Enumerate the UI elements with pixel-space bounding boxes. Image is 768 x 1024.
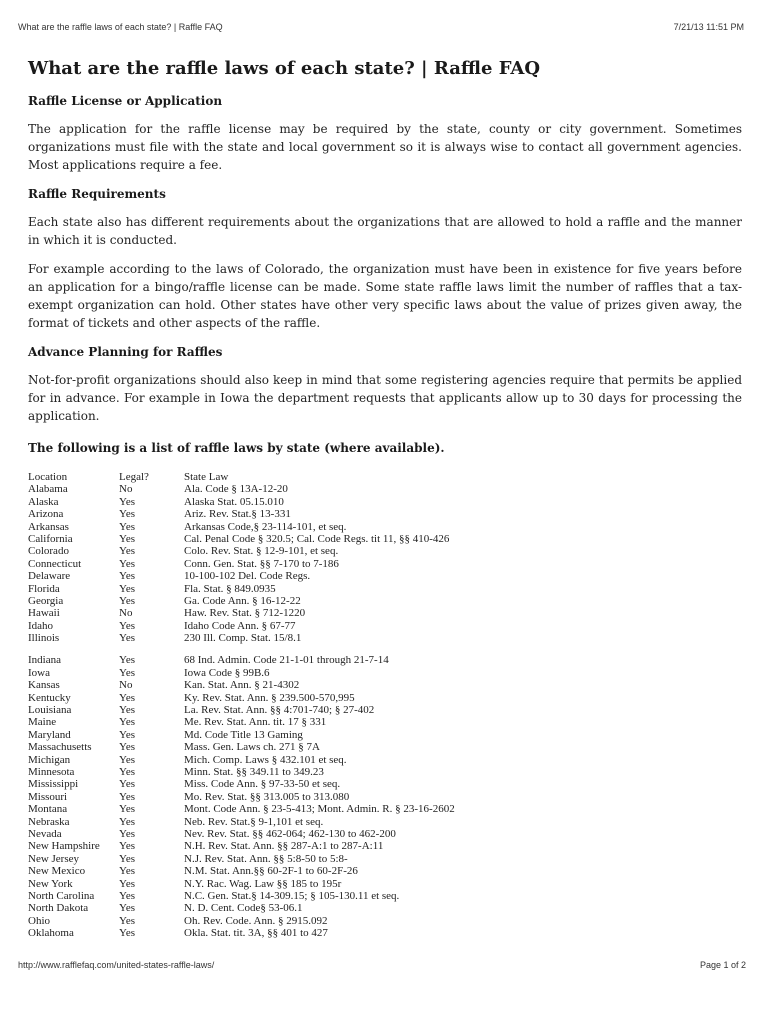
state-law-cell: Ariz. Rev. Stat.§ 13-331 [184, 508, 291, 521]
state-law-cell: Conn. Gen. Stat. §§ 7-170 to 7-186 [184, 557, 339, 570]
legal-cell: Yes [119, 790, 136, 803]
table-row [28, 533, 704, 545]
column-header-state-law: State Law [184, 471, 229, 483]
table-row [28, 816, 704, 828]
location-cell: Hawaii [28, 607, 60, 620]
legal-cell: Yes [119, 545, 136, 558]
location-cell: Oklahoma [28, 927, 74, 940]
location-cell: North Carolina [28, 889, 95, 902]
legal-cell: Yes [119, 778, 136, 791]
section-license [28, 92, 742, 174]
paragraph: The application for the raffle license may be required by the state, county or city government. Sometimes organizations must file with the state and local government so it is always wise to contact all government agencies. Most applications require a fee. [28, 122, 742, 172]
legal-cell: Yes [119, 753, 136, 766]
section-heading: Raffle License or Application [28, 94, 223, 108]
raffle-laws-table [28, 471, 704, 939]
state-law-cell: Mont. Code Ann. § 23-5-413; Mont. Admin. R. § 23-16-2602 [184, 803, 455, 816]
state-law-cell: 10-100-102 Del. Code Regs. [184, 570, 311, 583]
legal-cell: No [119, 607, 133, 620]
legal-cell: No [119, 679, 133, 692]
table-row [28, 716, 704, 728]
table-row [28, 778, 704, 790]
table-row [28, 620, 704, 632]
location-cell: Ohio [28, 914, 50, 927]
location-cell: Maryland [28, 728, 71, 741]
print-header-title: What are the raffle laws of each state? | Raffle FAQ [18, 22, 223, 32]
table-row [28, 483, 704, 495]
state-law-cell: 230 Ill. Comp. Stat. 15/8.1 [184, 632, 302, 645]
legal-cell: Yes [119, 691, 136, 704]
table-row [28, 791, 704, 803]
state-law-cell: Okla. Stat. tit. 3A, §§ 401 to 427 [184, 927, 328, 940]
location-cell: Nebraska [28, 815, 70, 828]
section-advance-planning [28, 343, 742, 425]
legal-cell: Yes [119, 666, 136, 679]
location-cell: Georgia [28, 594, 64, 607]
legal-cell: Yes [119, 852, 136, 865]
print-header-datetime: 7/21/13 11:51 PM [673, 22, 744, 32]
location-cell: Maine [28, 716, 57, 729]
paragraph: Not-for-profit organizations should also keep in mind that some registering agencies require that permits be applied for in advance. For example in Iowa the department requests that applicants allow up to 30 days for processing the application. [28, 373, 742, 423]
page-number: Page 1 of 2 [699, 960, 746, 970]
table-row [28, 558, 704, 570]
state-law-cell: Ala. Code § 13A-12-20 [184, 483, 288, 496]
table-row [28, 654, 704, 666]
state-law-cell: Cal. Penal Code § 320.5; Cal. Code Regs. tit 11, §§ 410-426 [184, 532, 450, 545]
page-title: What are the raffle laws of each state? | Raffle FAQ [28, 58, 541, 79]
state-law-cell: Mich. Comp. Laws § 432.101 et seq. [184, 753, 347, 766]
location-cell: New Hampshire [28, 840, 100, 853]
location-cell: Iowa [28, 666, 50, 679]
legal-cell: Yes [119, 902, 136, 915]
legal-cell: Yes [119, 827, 136, 840]
state-law-cell: Oh. Rev. Code. Ann. § 2915.092 [184, 914, 328, 927]
legal-cell: Yes [119, 654, 136, 667]
table-row [28, 927, 704, 939]
location-cell: Idaho [28, 619, 54, 632]
location-cell: Florida [28, 582, 60, 595]
location-cell: Michigan [28, 753, 71, 766]
state-law-cell: N.H. Rev. Stat. Ann. §§ 287-A:1 to 287-A:11 [184, 840, 384, 853]
state-law-cell: Miss. Code Ann. § 97-33-50 et seq. [184, 778, 341, 791]
legal-cell: Yes [119, 889, 136, 902]
state-law-cell: N. D. Cent. Code§ 53-06.1 [184, 902, 303, 915]
state-law-cell: Alaska Stat. 05.15.010 [184, 495, 284, 508]
table-row [28, 878, 704, 890]
table-row [28, 545, 704, 557]
state-law-cell: Iowa Code § 99B.6 [184, 666, 270, 679]
section-requirements [28, 185, 742, 332]
state-law-cell: Me. Rev. Stat. Ann. tit. 17 § 331 [184, 716, 327, 729]
legal-cell: Yes [119, 570, 136, 583]
paragraph: Each state also has different requirements about the organizations that are allowed to hold a raffle and the manner in which it is conducted. [28, 215, 742, 247]
legal-cell: Yes [119, 619, 136, 632]
article [28, 56, 742, 939]
state-law-cell: Nev. Rev. Stat. §§ 462-064; 462-130 to 462-200 [184, 827, 396, 840]
state-law-cell: Ky. Rev. Stat. Ann. § 239.500-570,995 [184, 691, 355, 704]
location-cell: Delaware [28, 570, 71, 583]
table-row [28, 704, 704, 716]
table-row [28, 902, 704, 914]
legal-cell: Yes [119, 632, 136, 645]
location-cell: Alaska [28, 495, 59, 508]
table-row [28, 632, 704, 644]
table-row [28, 828, 704, 840]
table-row [28, 729, 704, 741]
table-row [28, 741, 704, 753]
legal-cell: Yes [119, 741, 136, 754]
location-cell: Mississippi [28, 778, 79, 791]
location-cell: Montana [28, 803, 68, 816]
location-cell: Louisiana [28, 704, 72, 717]
state-law-cell: N.J. Rev. Stat. Ann. §§ 5:8-50 to 5:8- [184, 852, 348, 865]
state-law-cell: Haw. Rev. Stat. § 712-1220 [184, 607, 306, 620]
location-cell: New Mexico [28, 865, 86, 878]
location-cell: Arkansas [28, 520, 69, 533]
state-law-cell: N.Y. Rac. Wag. Law §§ 185 to 195r [184, 877, 342, 890]
table-row [28, 853, 704, 865]
table-row [28, 692, 704, 704]
state-law-cell: Colo. Rev. Stat. § 12-9-101, et seq. [184, 545, 339, 558]
legal-cell: Yes [119, 877, 136, 890]
legal-cell: Yes [119, 716, 136, 729]
location-cell: Connecticut [28, 557, 82, 570]
legal-cell: Yes [119, 495, 136, 508]
state-law-cell: Idaho Code Ann. § 67-77 [184, 619, 296, 632]
table-row [28, 803, 704, 815]
table-row [28, 679, 704, 691]
table-row [28, 595, 704, 607]
location-cell: Colorado [28, 545, 69, 558]
state-law-cell: Md. Code Title 13 Gaming [184, 728, 303, 741]
table-row [28, 915, 704, 927]
location-cell: North Dakota [28, 902, 89, 915]
table-row [28, 607, 704, 619]
state-law-cell: Arkansas Code,§ 23-114-101, et seq. [184, 520, 347, 533]
location-cell: California [28, 532, 73, 545]
legal-cell: Yes [119, 865, 136, 878]
legal-cell: Yes [119, 927, 136, 940]
print-footer-url: http://www.rafflefaq.com/united-states-raffle-laws/ [18, 960, 215, 970]
location-cell: Minnesota [28, 765, 75, 778]
state-law-cell: Fla. Stat. § 849.0935 [184, 582, 276, 595]
state-law-cell: N.C. Gen. Stat.§ 14-309.15; § 105-130.11 et seq. [184, 889, 400, 902]
state-law-cell: Kan. Stat. Ann. § 21-4302 [184, 679, 300, 692]
legal-cell: Yes [119, 728, 136, 741]
legal-cell: Yes [119, 508, 136, 521]
state-law-cell: Mo. Rev. Stat. §§ 313.005 to 313.080 [184, 790, 350, 803]
state-law-cell: Minn. Stat. §§ 349.11 to 349.23 [184, 765, 324, 778]
state-law-cell: La. Rev. Stat. Ann. §§ 4:701-740; § 27-402 [184, 704, 375, 717]
legal-cell: Yes [119, 520, 136, 533]
table-row [28, 496, 704, 508]
raffle-laws-table-body [28, 471, 704, 939]
location-cell: Missouri [28, 790, 68, 803]
legal-cell: Yes [119, 704, 136, 717]
table-row [28, 865, 704, 877]
table-row [28, 766, 704, 778]
legal-cell: Yes [119, 914, 136, 927]
location-cell: New York [28, 877, 73, 890]
table-row [28, 570, 704, 582]
print-header [18, 22, 744, 36]
table-row [28, 521, 704, 533]
paragraph: For example according to the laws of Colorado, the organization must have been in existence for five years before an application for a bingo/raffle license can be made. Some state raffle laws limit the number of raffles that a tax-exempt organization can hold. Other states have other very specific laws about the value of prizes given away, the format of tickets and other aspects of the raffle. [28, 262, 742, 330]
state-law-cell: Mass. Gen. Laws ch. 271 § 7A [184, 741, 320, 754]
location-cell: Arizona [28, 508, 64, 521]
table-row [28, 840, 704, 852]
legal-cell: Yes [119, 803, 136, 816]
table-row [28, 754, 704, 766]
state-law-cell: 68 Ind. Admin. Code 21-1-01 through 21-7-14 [184, 654, 389, 667]
table-row [28, 890, 704, 902]
state-law-cell: N.M. Stat. Ann.§§ 60-2F-1 to 60-2F-26 [184, 865, 358, 878]
legal-cell: Yes [119, 765, 136, 778]
print-footer [18, 960, 746, 974]
column-header-location: Location [28, 471, 68, 483]
legal-cell: Yes [119, 557, 136, 570]
table-row [28, 667, 704, 679]
location-cell: Alabama [28, 483, 68, 496]
section-heading: Raffle Requirements [28, 187, 166, 201]
table-row [28, 508, 704, 520]
legal-cell: Yes [119, 594, 136, 607]
state-law-cell: Neb. Rev. Stat.§ 9-1,101 et seq. [184, 815, 324, 828]
section-heading: Advance Planning for Raffles [28, 345, 223, 359]
location-cell: New Jersey [28, 852, 80, 865]
legal-cell: Yes [119, 815, 136, 828]
list-heading: The following is a list of raffle laws by state (where available). [28, 441, 445, 455]
column-header-legal: Legal? [119, 471, 149, 483]
table-header-row [28, 471, 704, 483]
location-cell: Nevada [28, 827, 62, 840]
table-row [28, 583, 704, 595]
table-group-spacer [28, 644, 704, 654]
location-cell: Illinois [28, 632, 60, 645]
location-cell: Massachusetts [28, 741, 92, 754]
location-cell: Kansas [28, 679, 60, 692]
location-cell: Kentucky [28, 691, 71, 704]
legal-cell: No [119, 483, 133, 496]
location-cell: Indiana [28, 654, 61, 667]
legal-cell: Yes [119, 582, 136, 595]
legal-cell: Yes [119, 532, 136, 545]
state-law-cell: Ga. Code Ann. § 16-12-22 [184, 594, 301, 607]
legal-cell: Yes [119, 840, 136, 853]
